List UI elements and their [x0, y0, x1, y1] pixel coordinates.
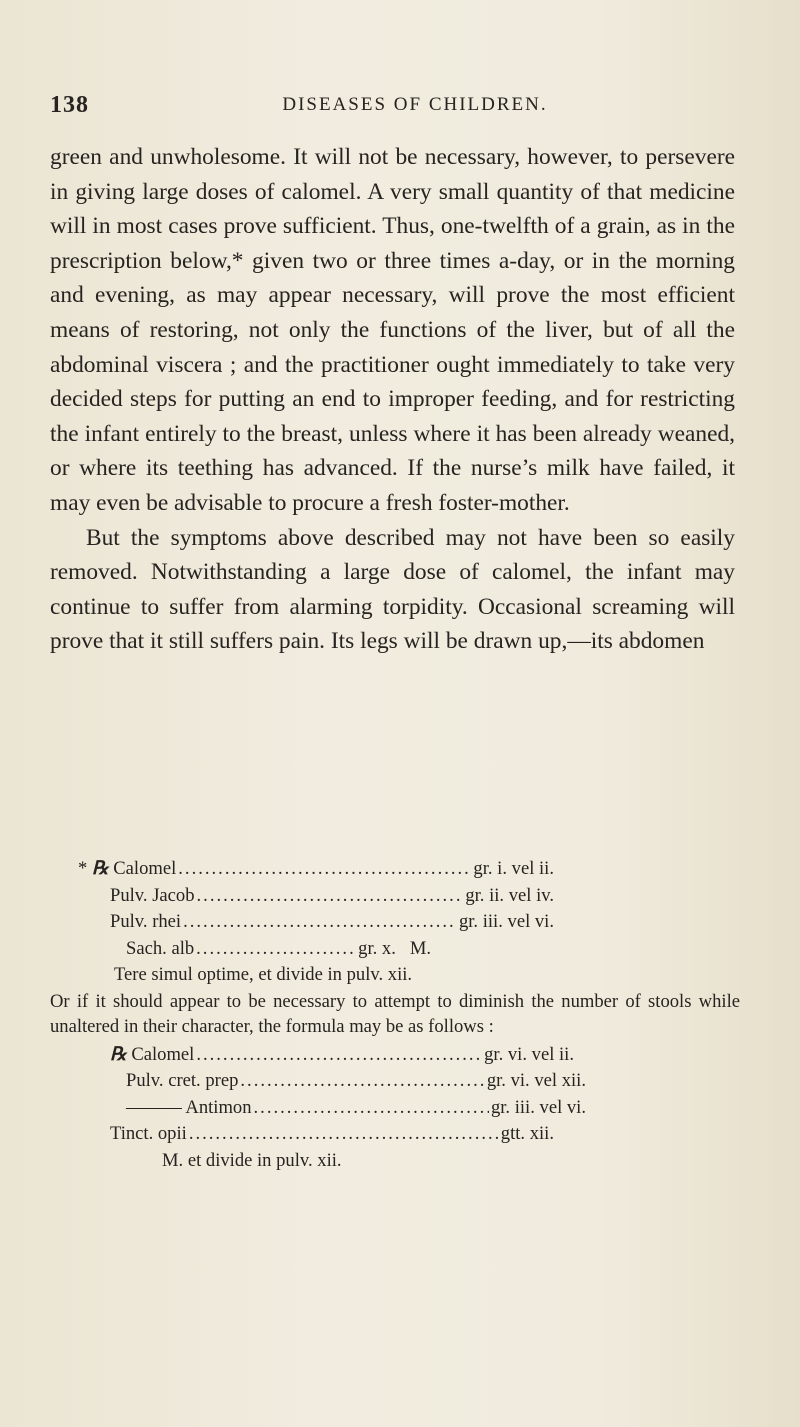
footnote: [50, 856, 740, 1174]
ingredient-dose: gr. i. vel ii.: [473, 858, 554, 879]
prescription-line: [78, 883, 554, 910]
dot-leader: [197, 883, 464, 910]
dot-leader: [196, 1042, 482, 1069]
ingredient-name: Calomel: [131, 1043, 195, 1065]
prescription-line: [110, 1095, 586, 1122]
dot-leader: [254, 1095, 489, 1122]
ingredient-dose: gr. x.: [358, 937, 396, 959]
instruction: Tere simul optime, et divide in pulv. xii.: [114, 964, 413, 985]
recipe-symbol: ℞: [91, 858, 109, 879]
prescription-line: [110, 1121, 554, 1148]
dot-leader: [196, 936, 356, 963]
ingredient-name: Pulv. rhei: [110, 911, 182, 932]
mix-mark: M.: [409, 937, 432, 959]
paragraph-2: But the symptoms above described may not have been so easily removed. Notwithstanding a large dose of calomel, the infant may continue to suffer from alarming torpidity. Occasional screaming will prove that it still suffers pain. Its legs will be drawn up,—its abdomen: [50, 524, 735, 655]
ingredient-dose: gr. ii. vel iv.: [465, 884, 554, 906]
ingredient-name: ——— Antimon: [126, 1096, 252, 1118]
recipe-symbol: ℞: [110, 1043, 127, 1065]
ingredient-dose: gtt. xii.: [500, 1123, 554, 1144]
prescription-line: [78, 856, 554, 883]
paragraph-1: green and unwholesome. It will not be necessary, however, to persevere in giving large doses of calomel. A very small quantity of that medicine will in most cases prove sufficient. Thus, one-twelfth of a grain, as in the prescription below,* given two or three times a-day, or in the morning and evening, as may appear necessary, will prove the most efficient means of restoring, not only the functions of the liver, but of all the abdominal viscera ; and the practitioner ought immediately to take very decided steps for putting an end to improper feeding, and for restricting the infant entirely to the breast, unless where it has been already weaned, or where its teething has advanced. If the nurse’s milk have failed, it may even be advisable to procure a fresh foster-mother.: [50, 144, 735, 516]
body-text: [50, 140, 735, 659]
prescription-line: [78, 936, 586, 963]
ingredient-name: Sach. alb: [126, 937, 195, 959]
dot-leader: [178, 856, 471, 883]
running-title: DISEASES OF CHILDREN.: [282, 94, 548, 115]
ingredient-name: Calomel: [113, 858, 177, 879]
instruction: M. et divide in pulv. xii.: [162, 1149, 342, 1171]
ingredient-name: Pulv. Jacob: [110, 884, 195, 906]
footnote-marker: *: [78, 858, 88, 879]
dot-leader: [183, 909, 457, 936]
ingredient-dose: gr. iii. vel vi.: [490, 1096, 586, 1118]
page-number: 138: [50, 92, 89, 118]
prescription-2: [50, 1042, 740, 1175]
ingredient-dose: gr. iii. vel vi.: [458, 911, 554, 932]
page-header: [50, 92, 740, 122]
prescription-line: [78, 909, 554, 936]
ingredient-name: Pulv. cret. prep: [126, 1070, 239, 1091]
ingredient-dose: gr. vi. vel xii.: [486, 1070, 586, 1091]
footnote-note: Or if it should appear to be necessary to attempt to diminish the number of stools while unaltered in their character, the formula may be as follows :: [50, 990, 740, 1037]
dot-leader: [240, 1068, 484, 1095]
dot-leader: [189, 1121, 499, 1148]
prescription-line: [110, 1042, 574, 1069]
prescription-1: [50, 856, 740, 989]
prescription-line: [110, 1068, 586, 1095]
ingredient-dose: gr. vi. vel ii.: [484, 1043, 574, 1065]
ingredient-name: Tinct. opii: [110, 1123, 187, 1144]
